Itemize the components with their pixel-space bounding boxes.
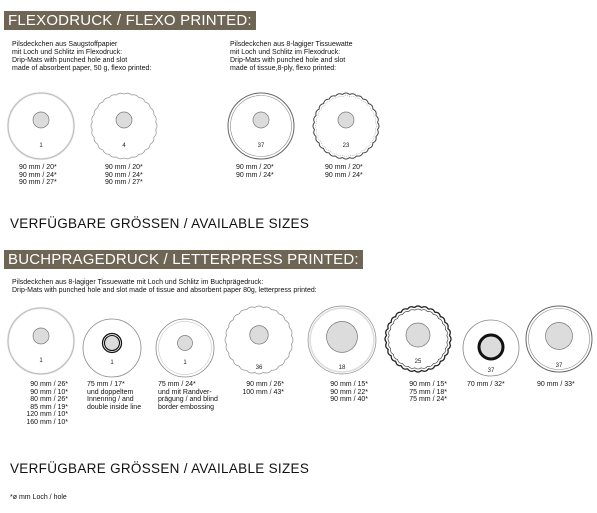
mat-number: 37 [257, 143, 265, 149]
size-line: 85 mm / 19* [30, 403, 68, 411]
size-line: 70 mm / 32* [467, 381, 505, 388]
size-line: 75 mm / 18* [409, 388, 447, 396]
size-line: double inside line [87, 403, 142, 411]
desc-line: mit Loch und Schlitz im Flexodruck: [230, 49, 341, 56]
size-line: und mit Randver- [158, 388, 212, 396]
size-line: 90 mm / 24* [105, 171, 143, 179]
size-line: 75 mm / 24* [158, 381, 196, 388]
drip-mat-scalloped [223, 304, 295, 376]
size-line: 75 mm / 24* [409, 396, 447, 403]
flexo-available-sizes: VERFÜGBARE GRÖSSEN / AVAILABLE SIZES [10, 216, 310, 231]
drip-mat-plain [6, 91, 76, 161]
letterpress-description [12, 279, 317, 295]
desc-line: mit Loch und Schlitz im Flexodruck: [12, 49, 123, 56]
desc-line: Drip-Mats with punched hole and slot [230, 57, 346, 64]
drip-mat-scalloped [89, 91, 159, 161]
drip-mat-thick-ring [460, 317, 522, 379]
desc-line: made of tissue,8-ply, flexo printed: [230, 65, 337, 72]
size-line: 90 mm / 26* [246, 381, 284, 388]
mat-number: 18 [338, 363, 346, 371]
letterpress-mat-thick-ring-sizes [467, 381, 505, 389]
flexo-mat-1-sizes [19, 164, 57, 187]
drip-mat-scalloped-rim [311, 91, 381, 161]
size-line: 100 mm / 43* [242, 388, 284, 396]
size-line: 90 mm / 24* [236, 171, 274, 179]
flexo-mat-23-sizes [325, 164, 363, 179]
mat-number: 37 [487, 368, 495, 374]
drip-mat-embossed-border [153, 316, 217, 380]
size-line: 90 mm / 20* [19, 164, 57, 171]
size-line: 90 mm / 40* [330, 396, 368, 403]
size-line: 90 mm / 24* [325, 171, 363, 179]
mat-number: 1 [39, 358, 43, 364]
letterpress-mat-embossed-sizes [158, 381, 218, 411]
size-line: 90 mm / 26* [30, 381, 68, 388]
flexo-mat-4-sizes [105, 164, 143, 187]
size-line: 90 mm / 33* [537, 381, 575, 388]
flexo-section-heading: FLEXODRUCK / FLEXO PRINTED: [4, 11, 256, 30]
drip-mat-double-ring [80, 316, 144, 380]
size-line: 90 mm / 24* [19, 171, 57, 179]
letterpress-mat-18-sizes [318, 381, 368, 404]
letterpress-mat-25-sizes [397, 381, 447, 404]
drip-mat-plain [6, 306, 76, 376]
size-line: 90 mm / 15* [330, 381, 368, 388]
letterpress-mat-double-ring-sizes [87, 381, 141, 411]
size-line: 160 mm / 10* [26, 418, 68, 426]
mat-number: 4 [122, 143, 126, 149]
size-line: 80 mm / 26* [30, 396, 68, 403]
desc-line: made of absorbent paper, 50 g, flexo printed: [12, 65, 152, 72]
size-line: 90 mm / 15* [409, 381, 447, 388]
size-line: 90 mm / 20* [105, 164, 143, 171]
size-line: border embossing [158, 403, 215, 411]
mat-number: 37 [555, 363, 563, 369]
mat-number: 1 [39, 143, 43, 149]
letterpress-available-sizes: VERFÜGBARE GRÖSSEN / AVAILABLE SIZES [10, 461, 310, 476]
desc-line: Pilsdeckchen aus Saugstoffpapier [12, 41, 118, 48]
size-line: 90 mm / 20* [236, 164, 274, 171]
size-line: und doppeltem [87, 388, 134, 396]
size-line: 90 mm / 27* [19, 179, 57, 186]
drip-mat-double-rim [524, 304, 594, 374]
letterpress-mat-36-sizes [228, 381, 284, 396]
drip-mat-large-center [306, 304, 378, 376]
desc-line: Pilsdeckchen aus 8-lagiger Tissuewatte [230, 41, 353, 48]
flexo-group1-description [12, 41, 151, 73]
flexo-mat-37-sizes [236, 164, 274, 179]
size-line: 90 mm / 20* [325, 164, 363, 171]
mat-number: 1 [183, 360, 187, 366]
mat-number: 25 [414, 359, 422, 365]
letterpress-mat-1-sizes [10, 381, 68, 426]
letterpress-section-heading: BUCHPRAGEDRUCK / LETTERPRESS PRINTED: [4, 250, 363, 269]
desc-line: Drip-Mats with punched hole and slot made of tissue and absorbent paper 80g, letterpress printed: [12, 287, 317, 294]
size-line: 90 mm / 22* [330, 388, 368, 396]
size-line: Innenring / and [87, 396, 134, 403]
mat-number: 23 [342, 143, 350, 149]
desc-line: Pilsdeckchen aus 8-lagiger Tissuewatte mit Loch und Schlitz im Buchprägedruck: [12, 279, 264, 286]
flexo-group2-description [230, 41, 353, 73]
desc-line: Drip-Mats with punched hole and slot [12, 57, 128, 64]
size-line: 90 mm / 10* [30, 388, 68, 396]
drip-mat-double-rim [226, 91, 296, 161]
size-line: 75 mm / 17* [87, 381, 125, 388]
hole-footnote: *ø mm Loch / hole [10, 494, 67, 501]
letterpress-mat-double-rim-sizes [537, 381, 575, 389]
drip-mat-scalloped-rim [383, 304, 453, 374]
size-line: 120 mm / 10* [26, 411, 68, 418]
mat-number: 1 [110, 360, 114, 366]
mat-number: 36 [255, 363, 263, 371]
size-line: 90 mm / 27* [105, 179, 143, 186]
size-line: prägung / and blind [158, 396, 218, 403]
